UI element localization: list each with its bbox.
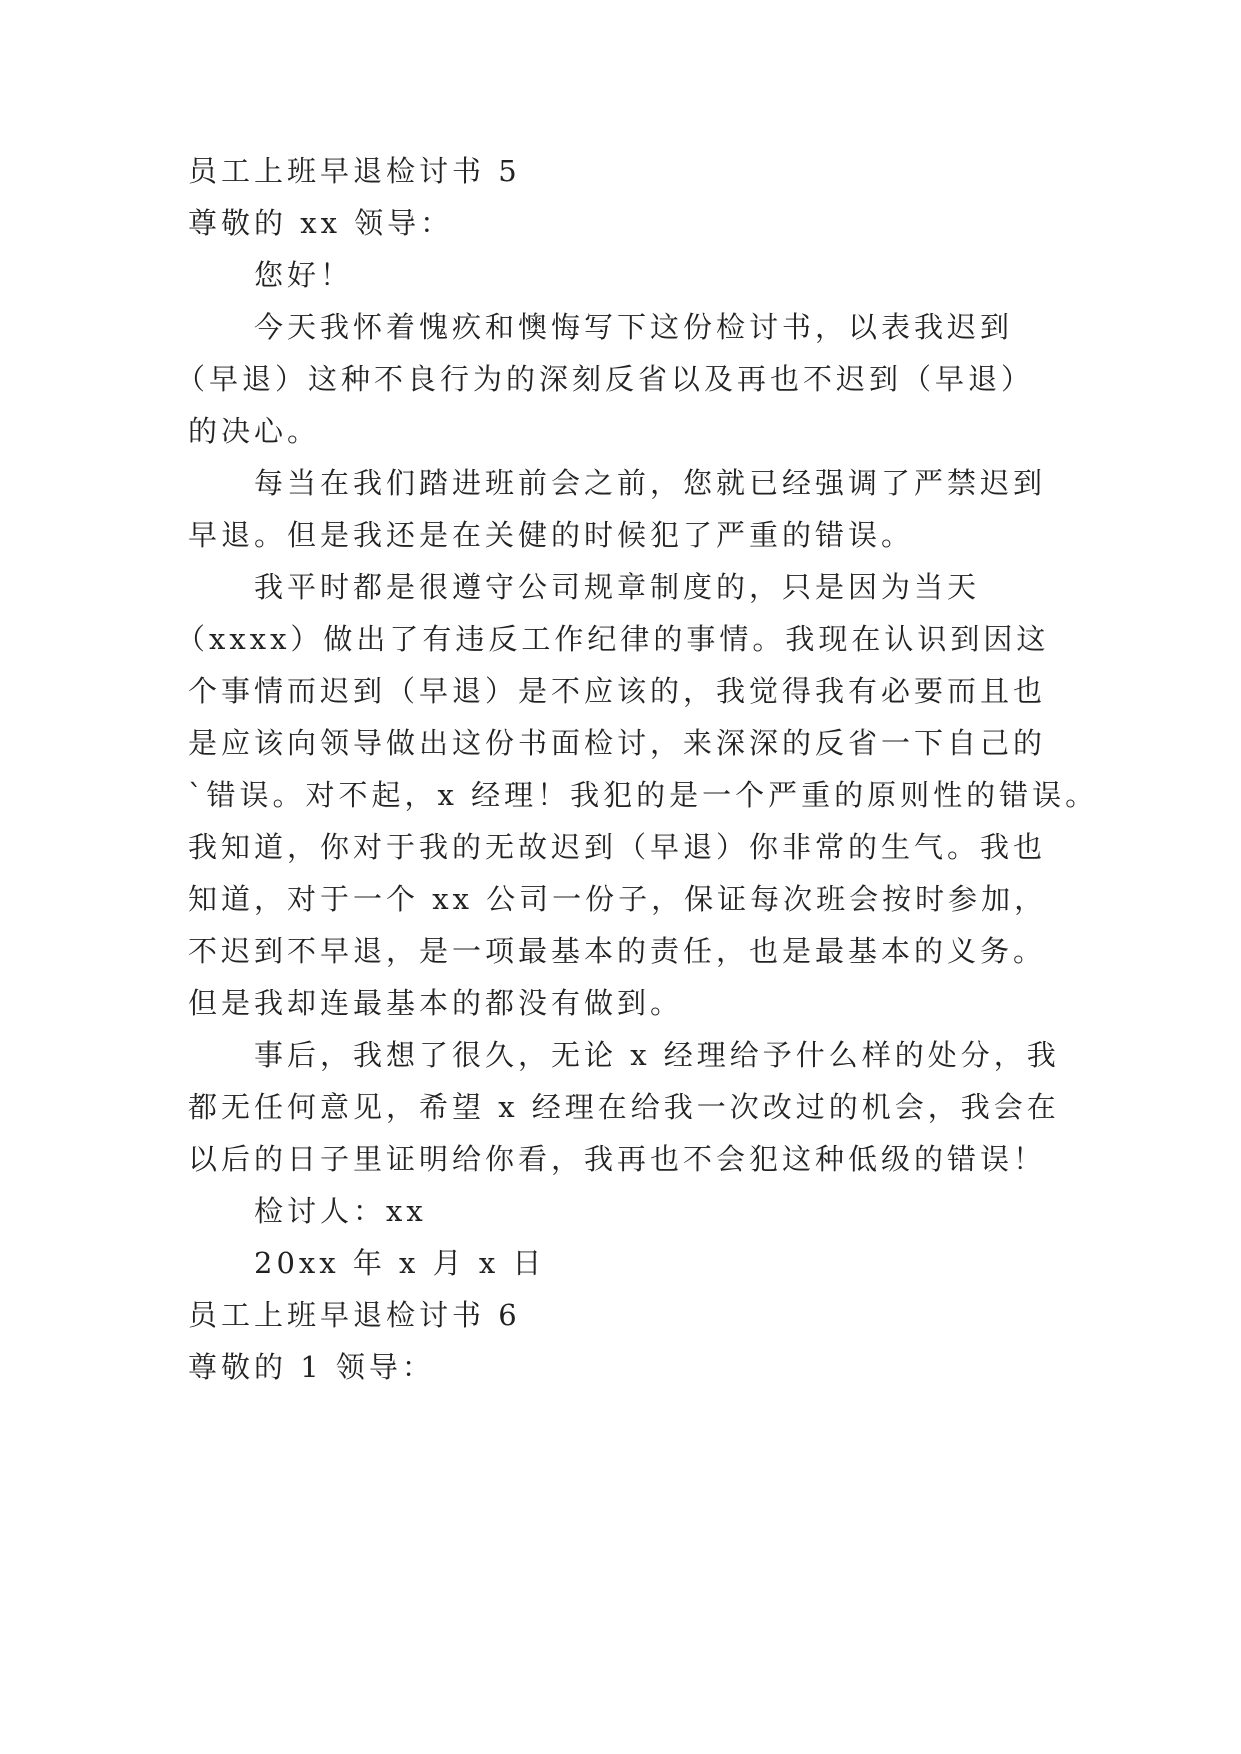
salutation: 尊敬的 xx 领导： <box>188 206 454 240</box>
paragraph-line: 的决心。 <box>188 414 321 448</box>
paragraph-line: 早退。但是我还是在关健的时候犯了严重的错误。 <box>188 518 915 552</box>
paragraph-line: 我平时都是很遵守公司规章制度的，只是因为当天 <box>254 570 981 604</box>
paragraph-line: （xxxx）做出了有违反工作纪律的事情。我现在认识到因这 <box>176 622 1050 656</box>
paragraph-line: 以后的日子里证明给你看，我再也不会犯这种低级的错误！ <box>188 1142 1047 1176</box>
paragraph-line: `错误。对不起，x 经理！我犯的是一个严重的原则性的错误。 <box>188 778 1099 812</box>
paragraph-line: 事后，我想了很久，无论 x 经理给予什么样的处分，我 <box>254 1038 1060 1072</box>
paragraph-line: 不迟到不早退，是一项最基本的责任，也是最基本的义务。 <box>188 934 1047 968</box>
document-heading: 员工上班早退检讨书 5 <box>188 154 521 188</box>
signer: 检讨人：xx <box>254 1194 427 1228</box>
paragraph-line: 是应该向领导做出这份书面检讨，来深深的反省一下自己的 <box>188 726 1047 760</box>
document-heading: 员工上班早退检讨书 6 <box>188 1298 521 1332</box>
paragraph-line: （早退）这种不良行为的深刻反省以及再也不迟到（早退） <box>176 362 1035 396</box>
paragraph-line: 都无任何意见，希望 x 经理在给我一次改过的机会，我会在 <box>188 1090 1060 1124</box>
paragraph-line: 今天我怀着愧疚和懊悔写下这份检讨书，以表我迟到 <box>254 310 1014 344</box>
paragraph-line: 知道，对于一个 xx 公司一份子，保证每次班会按时参加， <box>188 882 1048 916</box>
paragraph-line: 每当在我们踏进班前会之前，您就已经强调了严禁迟到 <box>254 466 1047 500</box>
salutation: 尊敬的 1 领导： <box>188 1350 435 1384</box>
paragraph-line: 个事情而迟到（早退）是不应该的，我觉得我有必要而且也 <box>188 674 1047 708</box>
greeting: 您好！ <box>254 258 354 292</box>
date: 20xx 年 x 月 x 日 <box>254 1246 546 1280</box>
paragraph-line: 我知道，你对于我的无故迟到（早退）你非常的生气。我也 <box>188 830 1047 864</box>
paragraph-line: 但是我却连最基本的都没有做到。 <box>188 986 684 1020</box>
